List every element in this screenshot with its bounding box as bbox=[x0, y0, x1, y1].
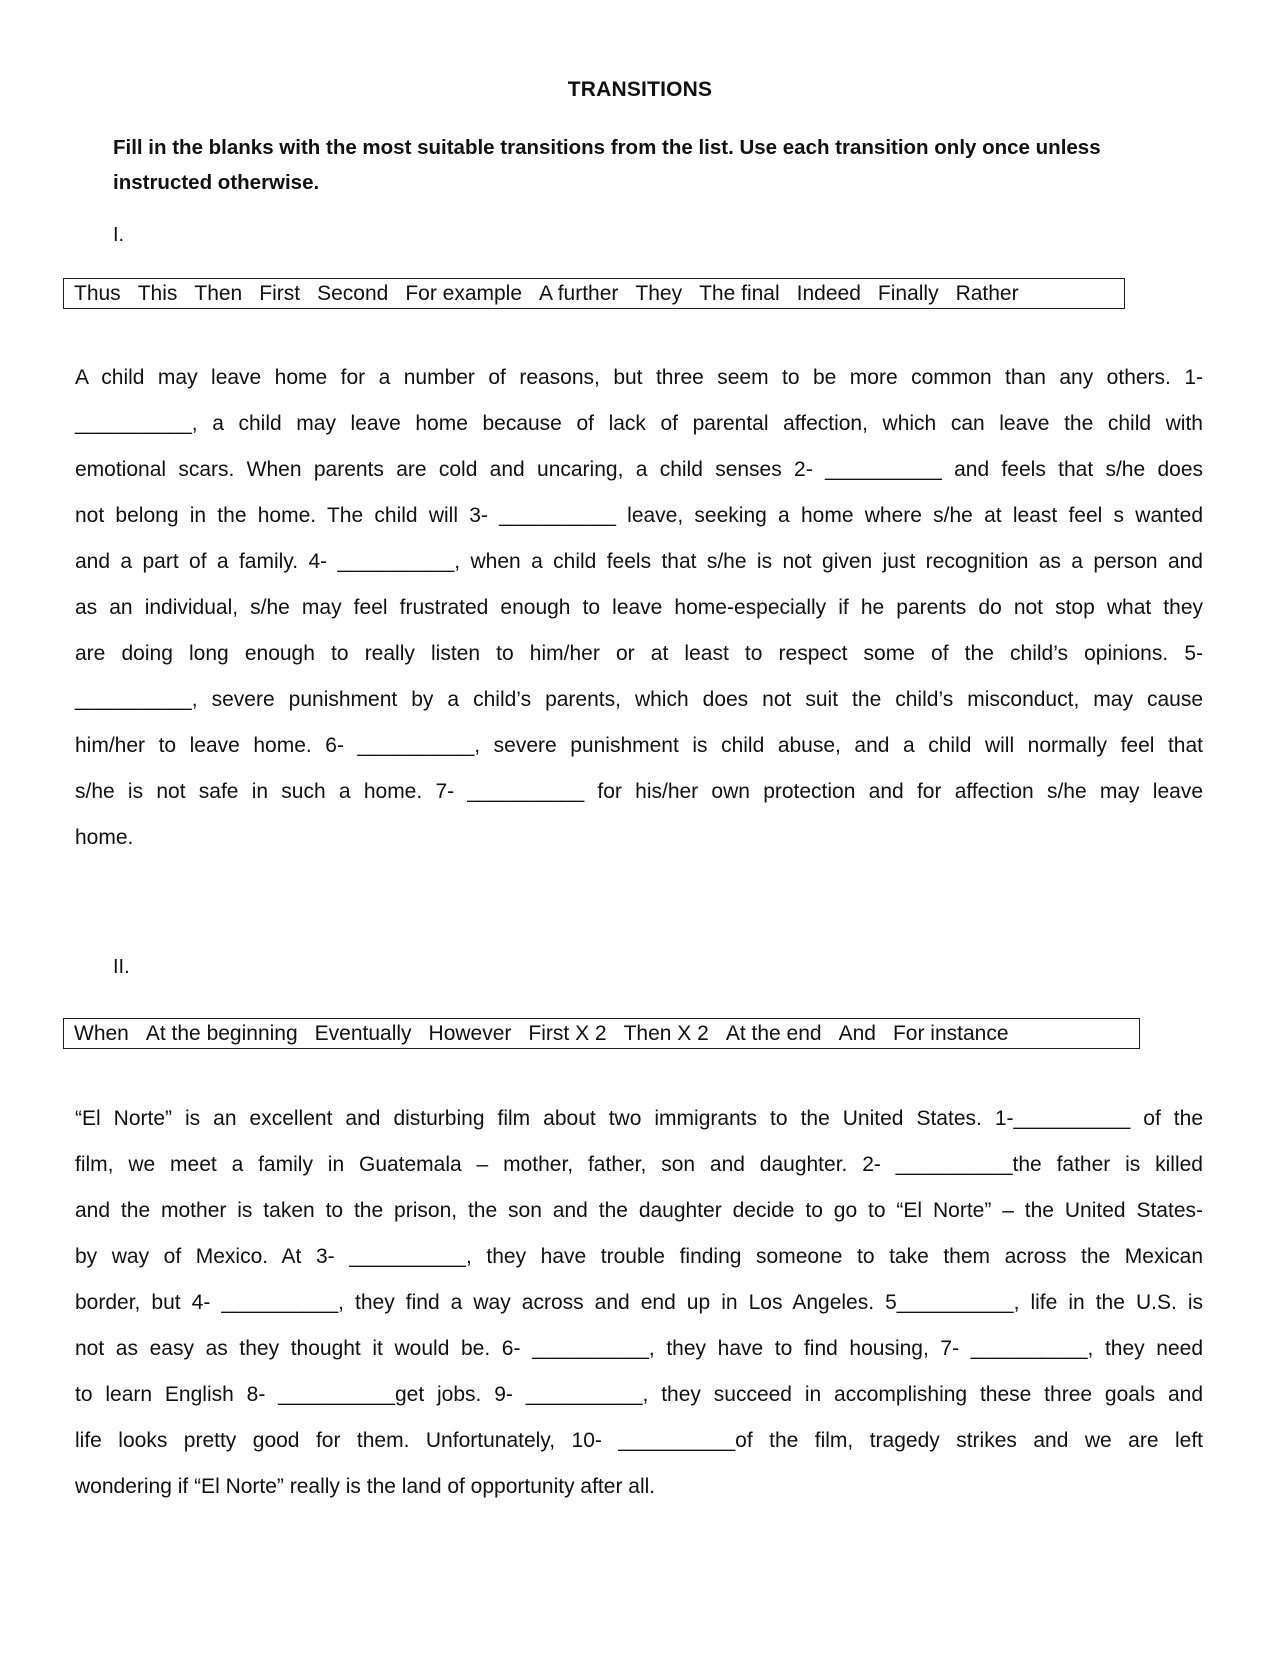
word-bank-item: First bbox=[259, 282, 301, 305]
word-bank-item: At the beginning bbox=[145, 1022, 298, 1045]
word-bank-item: They bbox=[635, 282, 683, 305]
word-bank-item: Finally bbox=[877, 282, 939, 305]
instructions: Fill in the blanks with the most suitable transitions from the list. Use each transition only once unless instructed otherwise. bbox=[113, 136, 1101, 194]
word-bank-item: Thus bbox=[74, 282, 121, 305]
word-bank-item: Indeed bbox=[796, 282, 861, 305]
word-bank-item: For instance bbox=[892, 1022, 1009, 1045]
word-bank-item: Then X 2 bbox=[623, 1022, 709, 1045]
paragraph-line: __________, a child may leave home because of lack of parental affection, which can leave the child with bbox=[75, 412, 1203, 435]
word-bank-item: When bbox=[74, 1022, 129, 1045]
word-bank-item: However bbox=[428, 1022, 512, 1045]
exercise-paragraph-2 bbox=[75, 1096, 1203, 1510]
paragraph-line: to learn English 8- __________get jobs. 9- __________, they succeed in accomplishing these three goals and bbox=[75, 1383, 1203, 1406]
paragraph-line: s/he is not safe in such a home. 7- __________ for his/her own protection and for affection s/he may leave bbox=[75, 780, 1203, 803]
page-title: TRANSITIONS bbox=[567, 78, 713, 101]
word-bank-item: Eventually bbox=[314, 1022, 412, 1045]
paragraph-line: by way of Mexico. At 3- __________, they have trouble finding someone to take them across the Mexican bbox=[75, 1245, 1203, 1268]
word-bank-item: First X 2 bbox=[528, 1022, 607, 1045]
paragraph-line: not belong in the home. The child will 3- __________ leave, seeking a home where s/he at least feel s wanted bbox=[75, 504, 1203, 527]
paragraph-line: home. bbox=[75, 826, 134, 849]
word-bank-item: And bbox=[838, 1022, 876, 1045]
paragraph-line: __________, severe punishment by a child’s parents, which does not suit the child’s misconduct, may cause bbox=[75, 688, 1203, 711]
paragraph-line: him/her to leave home. 6- __________, severe punishment is child abuse, and a child will normally feel that bbox=[75, 734, 1203, 757]
paragraph-line: and the mother is taken to the prison, the son and the daughter decide to go to “El Norte” – the United States- bbox=[75, 1199, 1203, 1222]
word-bank-item: Second bbox=[317, 282, 389, 305]
exercise-paragraph-1 bbox=[75, 355, 1203, 861]
word-bank-item: The final bbox=[699, 282, 780, 305]
word-bank-2 bbox=[63, 1018, 1140, 1049]
paragraph-line: are doing long enough to really listen to him/her or at least to respect some of the child’s opinions. 5- bbox=[75, 642, 1203, 665]
paragraph-line: border, but 4- __________, they find a way across and end up in Los Angeles. 5__________, life in the U.S. is bbox=[75, 1291, 1203, 1314]
word-bank-item: At the end bbox=[725, 1022, 822, 1045]
paragraph-line: film, we meet a family in Guatemala – mother, father, son and daughter. 2- __________the father is killed bbox=[75, 1153, 1203, 1176]
paragraph-line: A child may leave home for a number of reasons, but three seem to be more common than any others. 1- bbox=[75, 366, 1203, 389]
paragraph-line: “El Norte” is an excellent and disturbing film about two immigrants to the United States. 1-__________ of the bbox=[75, 1107, 1203, 1130]
word-bank-item: Then bbox=[194, 282, 243, 305]
section-label-1: I. bbox=[113, 224, 125, 246]
paragraph-line: and a part of a family. 4- __________, when a child feels that s/he is not given just recognition as a person and bbox=[75, 550, 1203, 573]
word-bank-item: Rather bbox=[955, 282, 1019, 305]
word-bank-1 bbox=[63, 278, 1125, 309]
word-bank-item: A further bbox=[539, 282, 619, 305]
paragraph-line: emotional scars. When parents are cold and uncaring, a child senses 2- __________ and feels that s/he does bbox=[75, 458, 1203, 481]
section-label-2: II. bbox=[113, 956, 130, 978]
paragraph-line: life looks pretty good for them. Unfortunately, 10- __________of the film, tragedy strikes and we are left bbox=[75, 1429, 1203, 1452]
word-bank-item: This bbox=[137, 282, 178, 305]
paragraph-line: as an individual, s/he may feel frustrated enough to leave home-especially if he parents do not stop what they bbox=[75, 596, 1203, 619]
paragraph-line: wondering if “El Norte” really is the land of opportunity after all. bbox=[75, 1475, 656, 1498]
word-bank-item: For example bbox=[405, 282, 523, 305]
paragraph-line: not as easy as they thought it would be. 6- __________, they have to find housing, 7- __________, they need bbox=[75, 1337, 1203, 1360]
